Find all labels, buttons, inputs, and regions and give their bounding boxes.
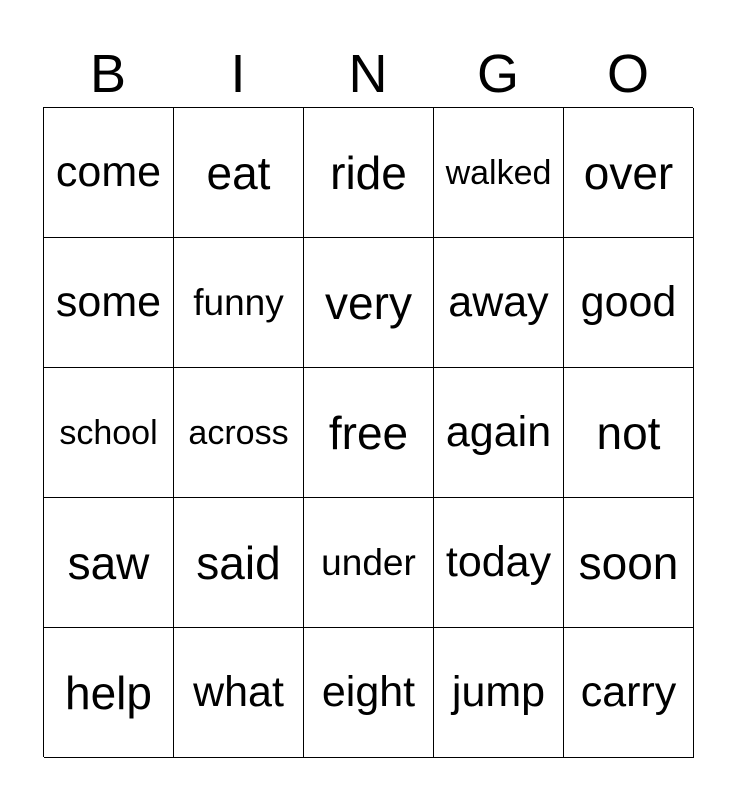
cell-word: ride: [330, 146, 407, 199]
bingo-cell[interactable]: [174, 108, 304, 238]
header-letter-g: G: [476, 44, 519, 104]
bingo-cell[interactable]: [434, 108, 564, 238]
cell-word: jump: [451, 668, 546, 716]
bingo-cell[interactable]: [564, 108, 694, 238]
bingo-cell[interactable]: [304, 238, 434, 368]
bingo-cell[interactable]: [304, 108, 434, 238]
bingo-cell[interactable]: [44, 628, 174, 758]
cell-word: away: [448, 278, 549, 326]
cell-word: carry: [580, 668, 677, 716]
cell-word: free: [328, 406, 409, 459]
bingo-cell[interactable]: [44, 498, 174, 628]
bingo-cell[interactable]: [174, 498, 304, 628]
bingo-cell[interactable]: [44, 238, 174, 368]
cell-word: under: [321, 542, 416, 583]
cell-word: eight: [321, 668, 416, 716]
header-letter-b: B: [89, 44, 127, 104]
cell-word: again: [445, 408, 552, 456]
cell-word: over: [583, 146, 674, 199]
bingo-cell[interactable]: [434, 368, 564, 498]
cell-word: very: [325, 276, 412, 329]
bingo-cell[interactable]: [304, 498, 434, 628]
header-letter-o: O: [606, 44, 649, 104]
bingo-cell[interactable]: [44, 108, 174, 238]
cell-word: funny: [193, 282, 284, 323]
bingo-header: [43, 44, 693, 104]
bingo-cell[interactable]: [174, 628, 304, 758]
cell-word: not: [596, 406, 661, 459]
bingo-cell[interactable]: [434, 238, 564, 368]
bingo-cell[interactable]: [304, 628, 434, 758]
cell-word: saw: [67, 536, 150, 589]
cell-word: some: [55, 278, 162, 326]
header-letter-i: I: [230, 44, 246, 104]
bingo-cell[interactable]: [564, 238, 694, 368]
cell-word: across: [188, 413, 289, 452]
bingo-cell[interactable]: [564, 498, 694, 628]
cell-word: said: [196, 536, 281, 589]
bingo-cell[interactable]: [434, 498, 564, 628]
cell-word: school: [59, 413, 158, 452]
bingo-cell[interactable]: [434, 628, 564, 758]
cell-word: help: [65, 666, 152, 719]
bingo-cell[interactable]: [564, 368, 694, 498]
bingo-cell[interactable]: [564, 628, 694, 758]
bingo-cell[interactable]: [174, 368, 304, 498]
bingo-cell[interactable]: [304, 368, 434, 498]
cell-word: soon: [578, 536, 679, 589]
bingo-board: [43, 107, 693, 757]
cell-word: come: [55, 148, 162, 196]
bingo-cell[interactable]: [174, 238, 304, 368]
cell-word: walked: [445, 153, 552, 192]
cell-word: what: [193, 668, 284, 716]
header-letter-n: N: [348, 44, 388, 104]
cell-word: good: [580, 278, 677, 326]
bingo-cell[interactable]: [44, 368, 174, 498]
cell-word: eat: [206, 146, 271, 199]
cell-word: today: [445, 538, 552, 586]
